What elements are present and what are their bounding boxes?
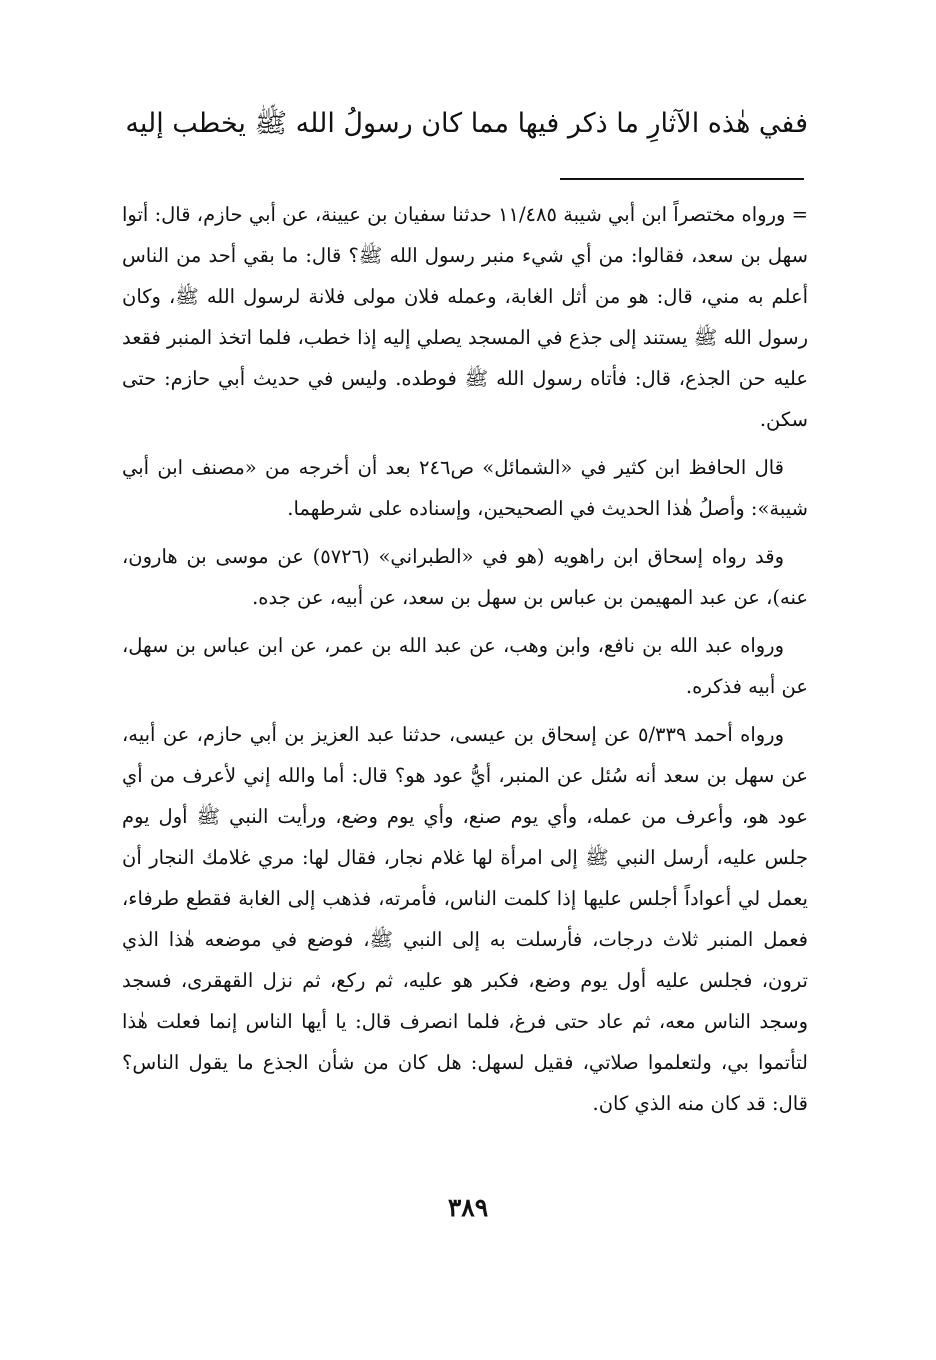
- footnote-paragraph-2: قال الحافظ ابن كثير في «الشمائل» ص٢٤٦ بعد أن أخرجه من «مصنف ابن أبي شيبة»: وأصلُ هٰذا الحديث في الصحيحين، وإسناده على شرطهما.: [122, 456, 808, 520]
- footnote-paragraph-3: وقد رواه إسحاق ابن راهويه (هو في «الطبراني» (٥٧٢٦) عن موسى بن هارون، عنه)، عن عبد المهيمن بن عباس بن سهل بن سعد، عن أبيه، عن جده.: [122, 545, 808, 609]
- main-text-line: ففي هٰذه الآثارِ ما ذكر فيها مما كان رسولُ الله ﷺ يخطب إليه: [125, 108, 808, 139]
- footnote-paragraph-4: ورواه عبد الله بن نافع، وابن وهب، عن عبد الله بن عمر، عن ابن عباس بن سهل، عن أبيه فذكره.: [122, 634, 808, 698]
- footnote-separator-rule: [560, 178, 804, 180]
- page-number: ٣٨٩: [447, 1193, 489, 1222]
- footnote-paragraph-5: ورواه أحمد ٥/٣٣٩ عن إسحاق بن عيسى، حدثنا عبد العزيز بن أبي حازم، عن أبيه، عن سهل بن سعد أنه سُئل عن المنبر، أيُّ عود هو؟ قال: أما والله إني لأعرف من أي عود هو، وأعرف من عمله، وأي يوم صنع، وأي يوم وضع، ورأيت النبي ﷺ أول يوم جلس عليه، أرسل النبي ﷺ إلى امرأة لها غلام نجار، فقال لها: مري غلامك النجار أن يعمل لي أعواداً أجلس عليها إذا كلمت الناس، فأمرته، فذهب إلى الغابة فقطع طرفاء، فعمل المنبر ثلاث درجات، فأرسلت به إلى النبي ﷺ، فوضع في موضعه هٰذا الذي ترون، فجلس عليه أول يوم وضع، فكبر هو عليه، ثم ركع، ثم نزل القهقرى، فسجد وسجد الناس معه، ثم عاد حتى فرغ، فلما انصرف قال: يا أيها الناس إنما فعلت هٰذا لتأتموا بي، ولتعلموا صلاتي، فقيل لسهل: هل كان من شأن الجذع ما يقول الناس؟ قال: قد كان منه الذي كان.: [122, 723, 808, 1115]
- footnote-paragraph-1: = ورواه مختصراً ابن أبي شيبة ١١/٤٨٥ حدثنا سفيان بن عيينة، عن أبي حازم، قال: أتوا سهل بن سعد، فقالوا: من أي شيء منبر رسول الله ﷺ؟ قال: ما بقي أحد من الناس أعلم به مني، قال: هو من أثل الغابة، وعمله فلان مولى فلانة لرسول الله ﷺ، وكان رسول الله ﷺ يستند إلى جذع في المسجد يصلي إليه إذا خطب، فلما اتخذ المنبر فقعد عليه حن الجذع، قال: فأتاه رسول الله ﷺ فوطده. وليس في حديث أبي حازم: حتى سكن.: [122, 203, 808, 431]
- footnotes-section: [122, 194, 808, 1131]
